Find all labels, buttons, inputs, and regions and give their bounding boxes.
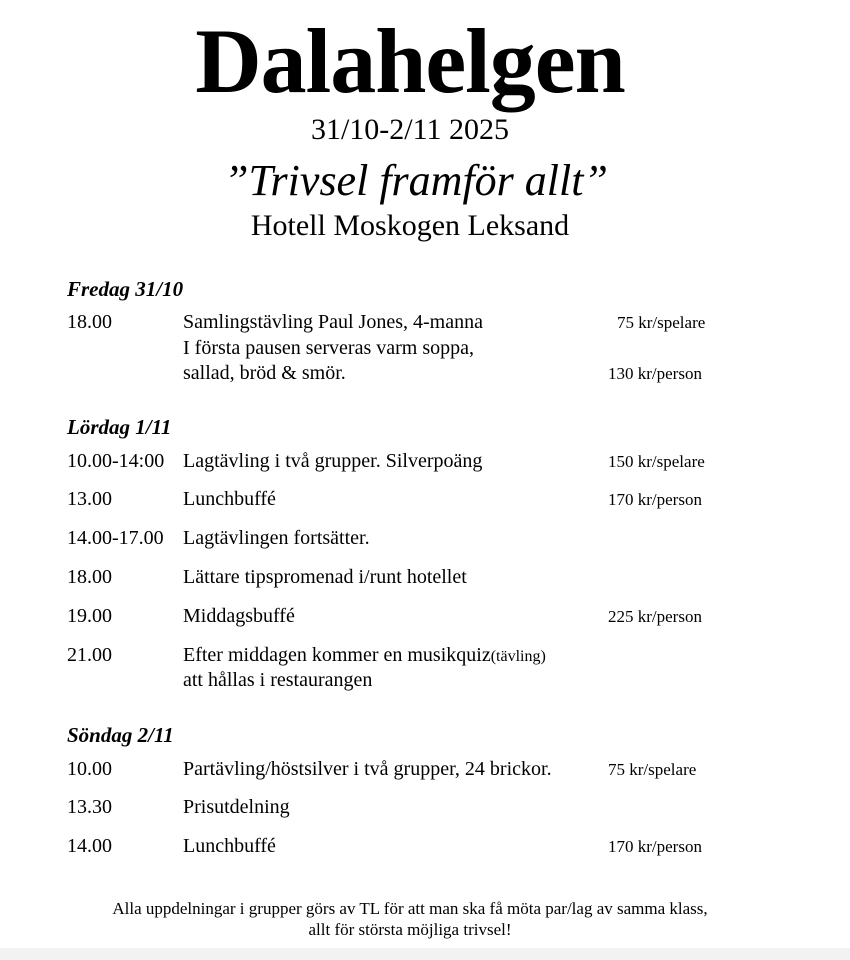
event-time: 14.00 (67, 835, 112, 857)
event-description: Lagtävlingen fortsätter. (183, 527, 370, 549)
event-time: 19.00 (67, 605, 112, 627)
event-price: 225 kr/person (608, 607, 702, 626)
event-price: 130 kr/person (608, 364, 702, 383)
event-description: sallad, bröd & smör. (183, 362, 346, 384)
event-description: Partävling/höstsilver i två grupper, 24 brickor. (183, 758, 552, 780)
event-time: 18.00 (67, 311, 112, 333)
event-price: 150 kr/spelare (608, 452, 705, 471)
event-price: 170 kr/person (608, 837, 702, 856)
day-heading-sunday: Söndag 2/11 (67, 723, 174, 747)
event-description: I första pausen serveras varm soppa, (183, 337, 475, 359)
event-time: 18.00 (67, 566, 112, 588)
event-description: Samlingstävling Paul Jones, 4-manna (183, 311, 483, 333)
event-description: Middagsbuffé (183, 605, 295, 627)
event-description (183, 643, 546, 669)
footer-line: allt för största möjliga trivsel! (308, 920, 512, 939)
event-venue: Hotell Moskogen Leksand (250, 209, 570, 242)
event-description-note: (tävling) (490, 648, 546, 665)
event-price: 75 kr/spelare (608, 760, 697, 779)
event-time: 14.00-17.00 (67, 527, 164, 549)
day-heading-friday: Fredag 31/10 (67, 277, 184, 301)
event-price: 170 kr/person (608, 490, 702, 509)
footer-line: Alla uppdelningar i grupper görs av TL för att man ska få möta par/lag av samma klass, (112, 899, 708, 918)
event-description-text: Efter middagen kommer en musikquiz (183, 644, 491, 666)
event-time: 13.30 (67, 796, 112, 818)
event-time: 10.00-14:00 (67, 450, 165, 472)
event-dates: 31/10-2/11 2025 (310, 113, 510, 146)
event-time: 13.00 (67, 488, 112, 510)
event-description: Lunchbuffé (183, 835, 276, 857)
footer-note (0, 898, 820, 940)
page-bottom-edge (0, 948, 850, 960)
event-description: att hållas i restaurangen (183, 669, 373, 691)
event-description: Lättare tipspromenad i/runt hotellet (183, 566, 467, 588)
event-description: Prisutdelning (183, 796, 290, 818)
event-price: 75 kr/spelare (617, 313, 706, 332)
event-description: Lagtävling i två grupper. Silverpoäng (183, 450, 483, 472)
event-description: Lunchbuffé (183, 488, 276, 510)
event-time: 10.00 (67, 758, 112, 780)
event-title: Dalahelgen (195, 10, 625, 112)
event-time: 21.00 (67, 644, 112, 666)
event-motto: ”Trivsel framför allt” (224, 156, 608, 205)
day-heading-saturday: Lördag 1/11 (67, 415, 172, 439)
